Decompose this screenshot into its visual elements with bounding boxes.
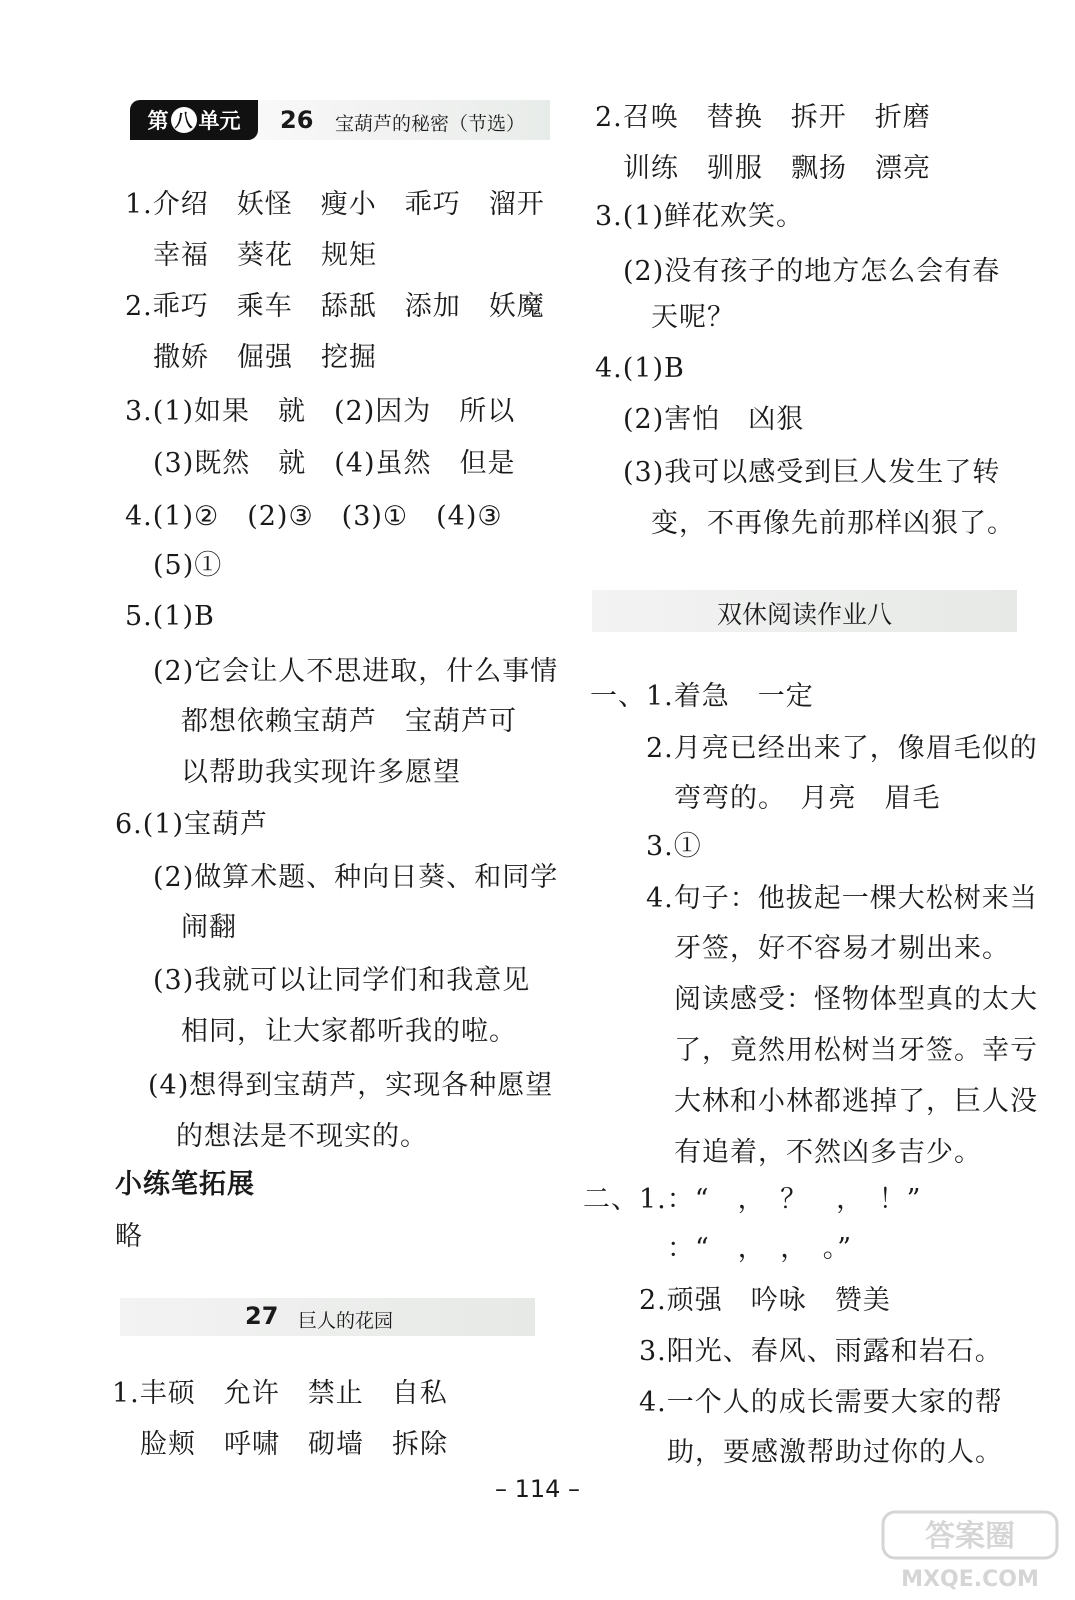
answer-line: 2.顽强 吟咏 赞美 [583, 1285, 891, 1316]
practice-answer: 略 [115, 1221, 143, 1252]
unit-header [130, 100, 550, 140]
answer-line: (3)我可以感受到巨人发生了转 [595, 457, 1001, 488]
answer-line: 相同，让大家都听我的啦。 [125, 1016, 517, 1047]
answer-line: (5)① [125, 550, 223, 581]
answer-line: 天呢？ [595, 302, 735, 333]
lesson-27-title: 巨人的花园 [298, 1310, 394, 1332]
answer-line: 幸福 葵花 规矩 [125, 240, 377, 271]
unit-number: 八 [171, 107, 197, 133]
answer-line: 脸颊 呼啸 砌墙 拆除 [112, 1429, 448, 1460]
answer-line: 训练 驯服 飘扬 漂亮 [595, 153, 931, 184]
answer-line: 都想依赖宝葫芦 宝葫芦可 [125, 706, 517, 737]
lesson-26-title: 宝葫芦的秘密（节选） [335, 113, 526, 135]
answer-line: 1.介绍 妖怪 瘦小 乖巧 溜开 [125, 189, 545, 220]
answer-line: 1.丰硕 允许 禁止 自私 [112, 1378, 448, 1409]
answer-line: (3)我就可以让同学们和我意见 [125, 965, 531, 996]
lesson-26-number: 26 [280, 106, 314, 134]
unit-badge [130, 100, 258, 140]
answer-line: 变，不再像先前那样凶狠了。 [595, 508, 1015, 539]
answer-line: 4.(1)B [595, 353, 685, 384]
unit-badge-suffix: 单元 [198, 109, 241, 133]
answer-line: 牙签，好不容易才剔出来。 [590, 933, 1010, 964]
lesson-27-header [120, 1298, 535, 1336]
answer-line: 5.(1)B [125, 601, 215, 632]
answer-line: (4)想得到宝葫芦，实现各种愿望 [120, 1070, 554, 1101]
svg-text:答案圈: 答案圈 [925, 1519, 1015, 1554]
answer-line: (2)害怕 凶狠 [595, 404, 805, 435]
answer-line: 了，竟然用松树当牙签。幸亏 [590, 1035, 1038, 1066]
answer-line: 2.召唤 替换 拆开 折磨 [595, 102, 931, 133]
answer-line: (3)既然 就 (4)虽然 但是 [125, 448, 516, 479]
lesson-27-number: 27 [245, 1302, 279, 1330]
answer-line: 大林和小林都逃掉了，巨人没 [590, 1086, 1038, 1117]
answer-line: 有追着，不然凶多吉少。 [590, 1137, 982, 1168]
unit-badge-prefix: 第 [147, 109, 169, 133]
answer-line: 3.① [590, 831, 702, 862]
answer-line: 阅读感受：怪物体型真的太大 [590, 984, 1038, 1015]
page-number: – 114 – [494, 1475, 581, 1503]
answer-line: 撒娇 倔强 挖掘 [125, 342, 377, 373]
answer-line: (2)没有孩子的地方怎么会有春 [595, 256, 1001, 287]
answer-line: 一、1.着急 一定 [590, 681, 814, 712]
answer-line: 二、1.：“ ， ？ ， ！” [583, 1184, 922, 1215]
answer-line: (2)它会让人不思进取，什么事情 [125, 656, 559, 687]
answer-line: 4.一个人的成长需要大家的帮 [583, 1387, 1003, 1418]
answer-line: 2.月亮已经出来了，像眉毛似的 [590, 733, 1038, 764]
answer-line: 4.句子：他拔起一棵大松树来当 [590, 883, 1038, 914]
answer-line: 助，要感激帮助过你的人。 [583, 1437, 1003, 1468]
practice-title: 小练笔拓展 [115, 1169, 255, 1200]
section-header [592, 590, 1017, 632]
answer-line: 4.(1)② (2)③ (3)① (4)③ [125, 501, 503, 532]
svg-text:MXQE.COM: MXQE.COM [901, 1567, 1039, 1592]
answer-line: 3.阳光、春风、雨露和岩石。 [583, 1336, 1003, 1367]
answer-line: (2)做算术题、种向日葵、和同学 [125, 862, 559, 893]
answer-line: 弯弯的。 月亮 眉毛 [590, 783, 941, 814]
answer-line: 的想法是不现实的。 [120, 1121, 428, 1152]
section-title: 双休阅读作业八 [716, 600, 892, 629]
answer-line: ：“ ， ， 。” [583, 1233, 853, 1264]
answer-line: 6.(1)宝葫芦 [115, 809, 269, 840]
answer-line: 2.乖巧 乘车 舔舐 添加 妖魔 [125, 291, 545, 322]
watermark-logo [875, 1504, 1065, 1594]
answer-line: 3.(1)鲜花欢笑。 [595, 201, 805, 232]
answer-line: 闹翻 [125, 912, 237, 943]
answer-line: 以帮助我实现许多愿望 [125, 757, 461, 788]
answer-line: 3.(1)如果 就 (2)因为 所以 [125, 396, 516, 427]
